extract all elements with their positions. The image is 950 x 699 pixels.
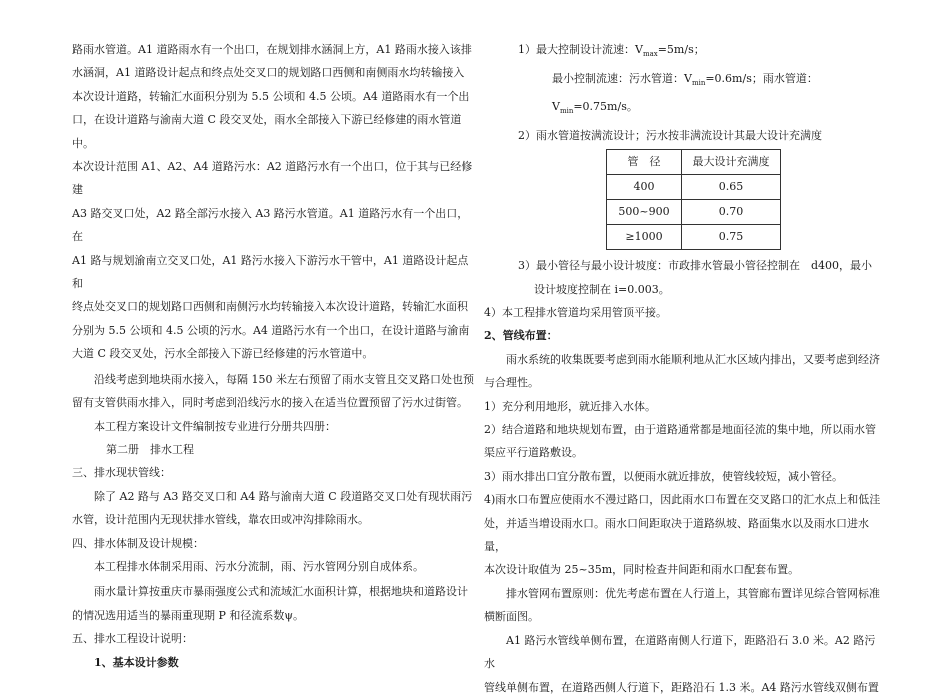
table-row: [607, 175, 781, 200]
table-cell: 0.75: [682, 225, 781, 250]
text-line: 本次设计道路，转输汇水面积分别为 5.5 公顷和 4.5 公顷。A4 道路雨水有一个出: [72, 89, 470, 103]
subsection-heading-1: 1、基本设计参数: [94, 655, 179, 669]
min-pipe-line: 3）最小管径与最小设计坡度：市政排水管最小管径控制在 d400，最小: [518, 259, 873, 273]
table-cell: 0.65: [682, 175, 781, 200]
rainfall-paragraph: [72, 580, 476, 627]
text-line: A1 路污水管线单侧布置，在道路南侧人行道下，距路沿石 3.0 米。A2 路污水: [484, 633, 876, 671]
network-principle-paragraph: [484, 582, 884, 629]
text-line: A3 路交叉口处，A2 路全部污水接入 A3 路污水管道。A1 道路污水有一个出口，在: [72, 206, 469, 244]
text-line: 沿线考虑到地块雨水接入，每隔 150 米左右预留了雨水支管且交叉路口处也预: [94, 372, 474, 386]
text-line: 水管，设计范围内无现状排水管线，靠农田或冲沟排除雨水。: [72, 513, 369, 527]
text-line: 水涵洞，A1 道路设计起点和终点处交叉口的规划路口西侧和南侧雨水均转输接入: [72, 66, 465, 80]
min-slope-line: 设计坡度控制在 i=0.003。: [534, 282, 670, 296]
table-row: [607, 225, 781, 250]
text-line: 大道 C 段交叉处，污水全部接入下游已经修建的污水管道中。: [72, 347, 374, 361]
text-line: 留有支管供雨水排入，同时考虑到沿线污水的接入在适当位置预留了污水过街管。: [72, 396, 468, 410]
text-line: 2）结合道路和地块规划布置，由于道路通常都是地面径流的集中地，所以雨水管: [484, 423, 876, 437]
list-item: 1）充分利用地形，就近排入水体。: [484, 399, 656, 413]
pipe-joint-line: 4）本工程排水管道均采用管顶平接。: [484, 306, 667, 319]
section-heading-3: 三、排水现状管线：: [72, 466, 171, 480]
text-line: 处，并适当增设雨水口。雨水口间距取决于道路纵坡、路面集水以及雨水口进水量，: [484, 516, 869, 554]
intro-paragraph: [72, 38, 476, 366]
text-line: 渠应平行道路敷设。: [484, 446, 583, 460]
text-line: 4)雨水口布置应使雨水不漫过路口，因此雨水口布置在交叉路口的汇水点上和低洼: [484, 493, 881, 507]
table-row: [607, 200, 781, 225]
text-line: 排水管网布置原则：优先考虑布置在人行道上，其管廊布置详见综合管网标准: [506, 586, 880, 600]
volume-title: 第二册 排水工程: [106, 442, 194, 456]
text-line: 除了 A2 路与 A3 路交叉口和 A4 路与渝南大道 C 段道路交叉口处有现状雨污: [94, 489, 473, 503]
list-item: 3）雨水排出口宜分散布置，以便雨水就近排放，使管线较短，减小管径。: [484, 469, 843, 483]
min-velocity-line: 最小控制流速：污水管道：$V_{min}=0.6m/s$；雨水管道：$V_{min}=0.75m/s$。: [552, 71, 818, 116]
branch-pipe-paragraph: [72, 368, 476, 415]
text-line: 本次设计取值为 25~35m，同时检查井间距和雨水口配套布置。: [484, 563, 800, 577]
text-line: 分别为 5.5 公顷和 4.5 公顷的污水。A4 道路污水有一个出口，在设计道路与渝南: [72, 323, 470, 337]
text-line: 管线单侧布置，在道路西侧人行道下，距路沿石 1.3 米。A4 路污水管线双侧布置: [484, 680, 879, 694]
collection-paragraph: [484, 348, 884, 395]
text-line: 终点处交叉口的规划路口西侧和南侧污水均转输接入本次设计道路，转输汇水面积: [72, 300, 468, 314]
text-line: 口，在设计道路与渝南大道 C 段交叉处，雨水全部接入下游已经修建的雨水管道中。: [72, 113, 462, 150]
sewer-layout-paragraph: [484, 629, 884, 699]
existing-pipes-paragraph: [72, 485, 476, 532]
text-line: 与合理性。: [484, 376, 539, 390]
text-line: 雨水系统的收集既要考虑到雨水能顺利地从汇水区域内排出，又要考虑到经济: [506, 352, 880, 366]
text-line: A1 路与规划渝南立交叉口处，A1 路污水接入下游污水干管中，A1 道路设计起点和: [72, 253, 469, 291]
text-line: 横断面图。: [484, 610, 539, 624]
table-header-row: [607, 150, 781, 175]
table-cell: 500~900: [607, 200, 682, 225]
left-column: [72, 38, 476, 674]
text-line: 雨水量计算按重庆市暴雨强度公式和流域汇水面积计算，根据地块和道路设计: [94, 585, 468, 599]
table-cell: 0.70: [682, 200, 781, 225]
table-header-cell: 最大设计充满度: [682, 150, 781, 175]
fullness-line: 2）雨水管道按满流设计；污水按非满流设计其最大设计充满度: [518, 128, 822, 142]
list-item: [484, 418, 884, 465]
text-line: 本次设计范围 A1、A2、A4 道路污水：A2 道路污水有一个出口，位于其与已经修建: [72, 160, 473, 197]
system-paragraph: 本工程排水体制采用雨、污水分流制，雨、污水管网分别自成体系。: [94, 559, 424, 573]
text-line: 路雨水管道。A1 道路雨水有一个出口，在规划排水涵洞上方，A1 路雨水接入该排: [72, 43, 472, 56]
list-item: [484, 488, 884, 582]
fullness-table: [606, 149, 781, 250]
volumes-paragraph: 本工程方案设计文件编制按专业进行分册共四册：: [94, 419, 336, 433]
right-column: [484, 38, 884, 699]
section-heading-4: 四、排水体制及设计规模：: [72, 536, 204, 550]
text-line: 的情况选用适当的暴雨重现期 P 和径流系数ψ。: [72, 608, 305, 622]
layout-heading: 2、管线布置：: [484, 329, 558, 343]
section-heading-5: 五、排水工程设计说明：: [72, 632, 193, 646]
table-header-cell: 管 径: [607, 150, 682, 175]
max-velocity-line: 1）最大控制设计流速：$V_{max}=5m/s$；: [518, 43, 705, 59]
table-cell: ≥1000: [607, 225, 682, 250]
table-cell: 400: [607, 175, 682, 200]
